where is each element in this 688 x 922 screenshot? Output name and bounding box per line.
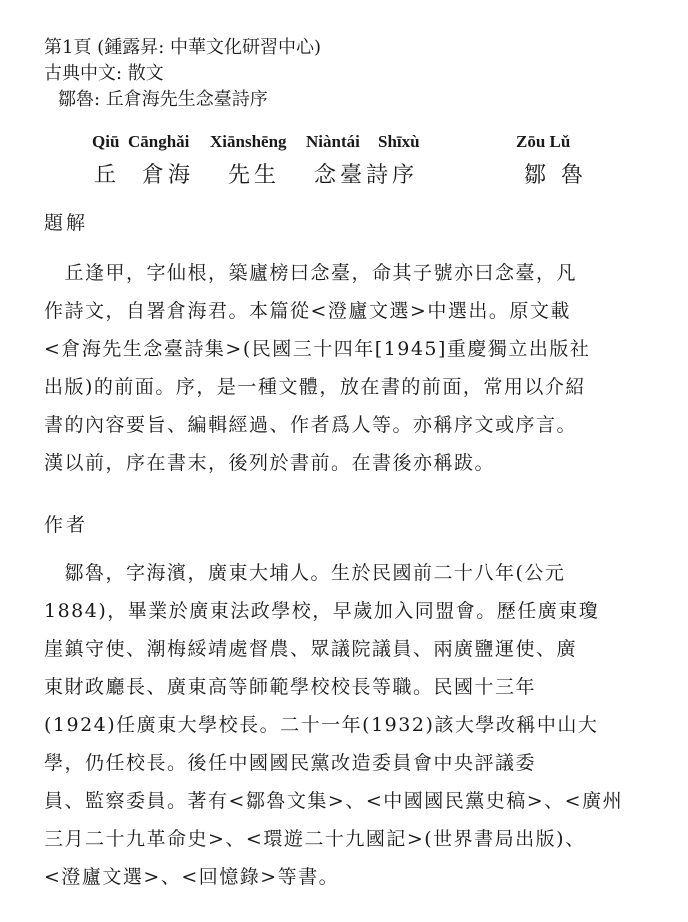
pinyin-qiu: Qiū <box>92 132 120 151</box>
paragraph-line: 作詩文，自署倉海君。本篇從<澄廬文選>中選出。原文載 <box>44 300 571 322</box>
paragraph-line: 漢以前，序在書末，後列於書前。在書後亦稱跋。 <box>44 452 496 474</box>
paragraph-line: 書的內容要旨、編輯經過、作者爲人等。亦稱序文或序言。 <box>44 414 578 436</box>
paragraph-line: 東財政廳長、廣東高等師範學校校長等職。民國十三年 <box>44 676 537 698</box>
paragraph-line: <澄廬文選>、<回憶錄>等書。 <box>44 866 340 888</box>
pinyin-niantai: Niàntái <box>306 132 360 151</box>
title-qiu: 丘 <box>94 163 121 188</box>
title-canghai: 倉海 <box>142 163 195 188</box>
pinyin-xiansheng: Xiānshēng <box>210 132 287 151</box>
title-niantai-shixu: 念臺詩序 <box>314 163 419 188</box>
title-xiansheng: 先生 <box>228 163 281 188</box>
pinyin-canghai: Cānghǎi <box>128 132 190 151</box>
pinyin-shixu: Shīxù <box>378 132 420 151</box>
paragraph-line: 丘逢甲，字仙根，築廬榜曰念臺，命其子號亦曰念臺，凡 <box>44 262 578 284</box>
paragraph-line: 鄒魯，字海濱，廣東大埔人。生於民國前二十八年(公元 <box>44 562 566 584</box>
paragraph-line: 1884)，畢業於廣東法政學校，早歲加入同盟會。歷任廣東瓊 <box>44 600 600 622</box>
paragraph-line: 出版)的前面。序，是一種文體，放在書的前面，常用以介紹 <box>44 376 586 398</box>
paragraph-line: 學，仍任校長。後任中國國民黨改造委員會中央評議委 <box>44 752 537 774</box>
page-header-category: 古典中文: 散文 <box>44 63 164 84</box>
section-heading-tijie: 題解 <box>44 212 89 234</box>
paragraph-line: 員、監察委員。著有<鄒魯文集>、<中國國民黨史稿>、<廣州 <box>44 790 624 812</box>
title-block <box>0 132 688 192</box>
tijie-paragraph <box>44 254 644 482</box>
page-header-source: 第1頁 (鍾露昇: 中華文化研習中心) <box>44 37 322 58</box>
paragraph-line: 崖鎮守使、潮梅綏靖處督農、眾議院議員、兩廣鹽運使、廣 <box>44 638 578 660</box>
title-author: 鄒 魯 <box>524 163 587 188</box>
paragraph-line: 三月二十九革命史>、<環遊二十九國記>(世界書局出版)、 <box>44 828 586 850</box>
zuozhe-paragraph <box>44 554 644 896</box>
pinyin-author: Zōu Lǔ <box>516 132 571 151</box>
page-header-title: 鄒魯: 丘倉海先生念臺詩序 <box>58 89 268 110</box>
paragraph-line: (1924)任廣東大學校長。二十一年(1932)該大學改稱中山大 <box>44 714 599 736</box>
paragraph-line: <倉海先生念臺詩集>(民國三十四年[1945]重慶獨立出版社 <box>44 338 591 360</box>
section-heading-zuozhe: 作者 <box>44 514 89 536</box>
